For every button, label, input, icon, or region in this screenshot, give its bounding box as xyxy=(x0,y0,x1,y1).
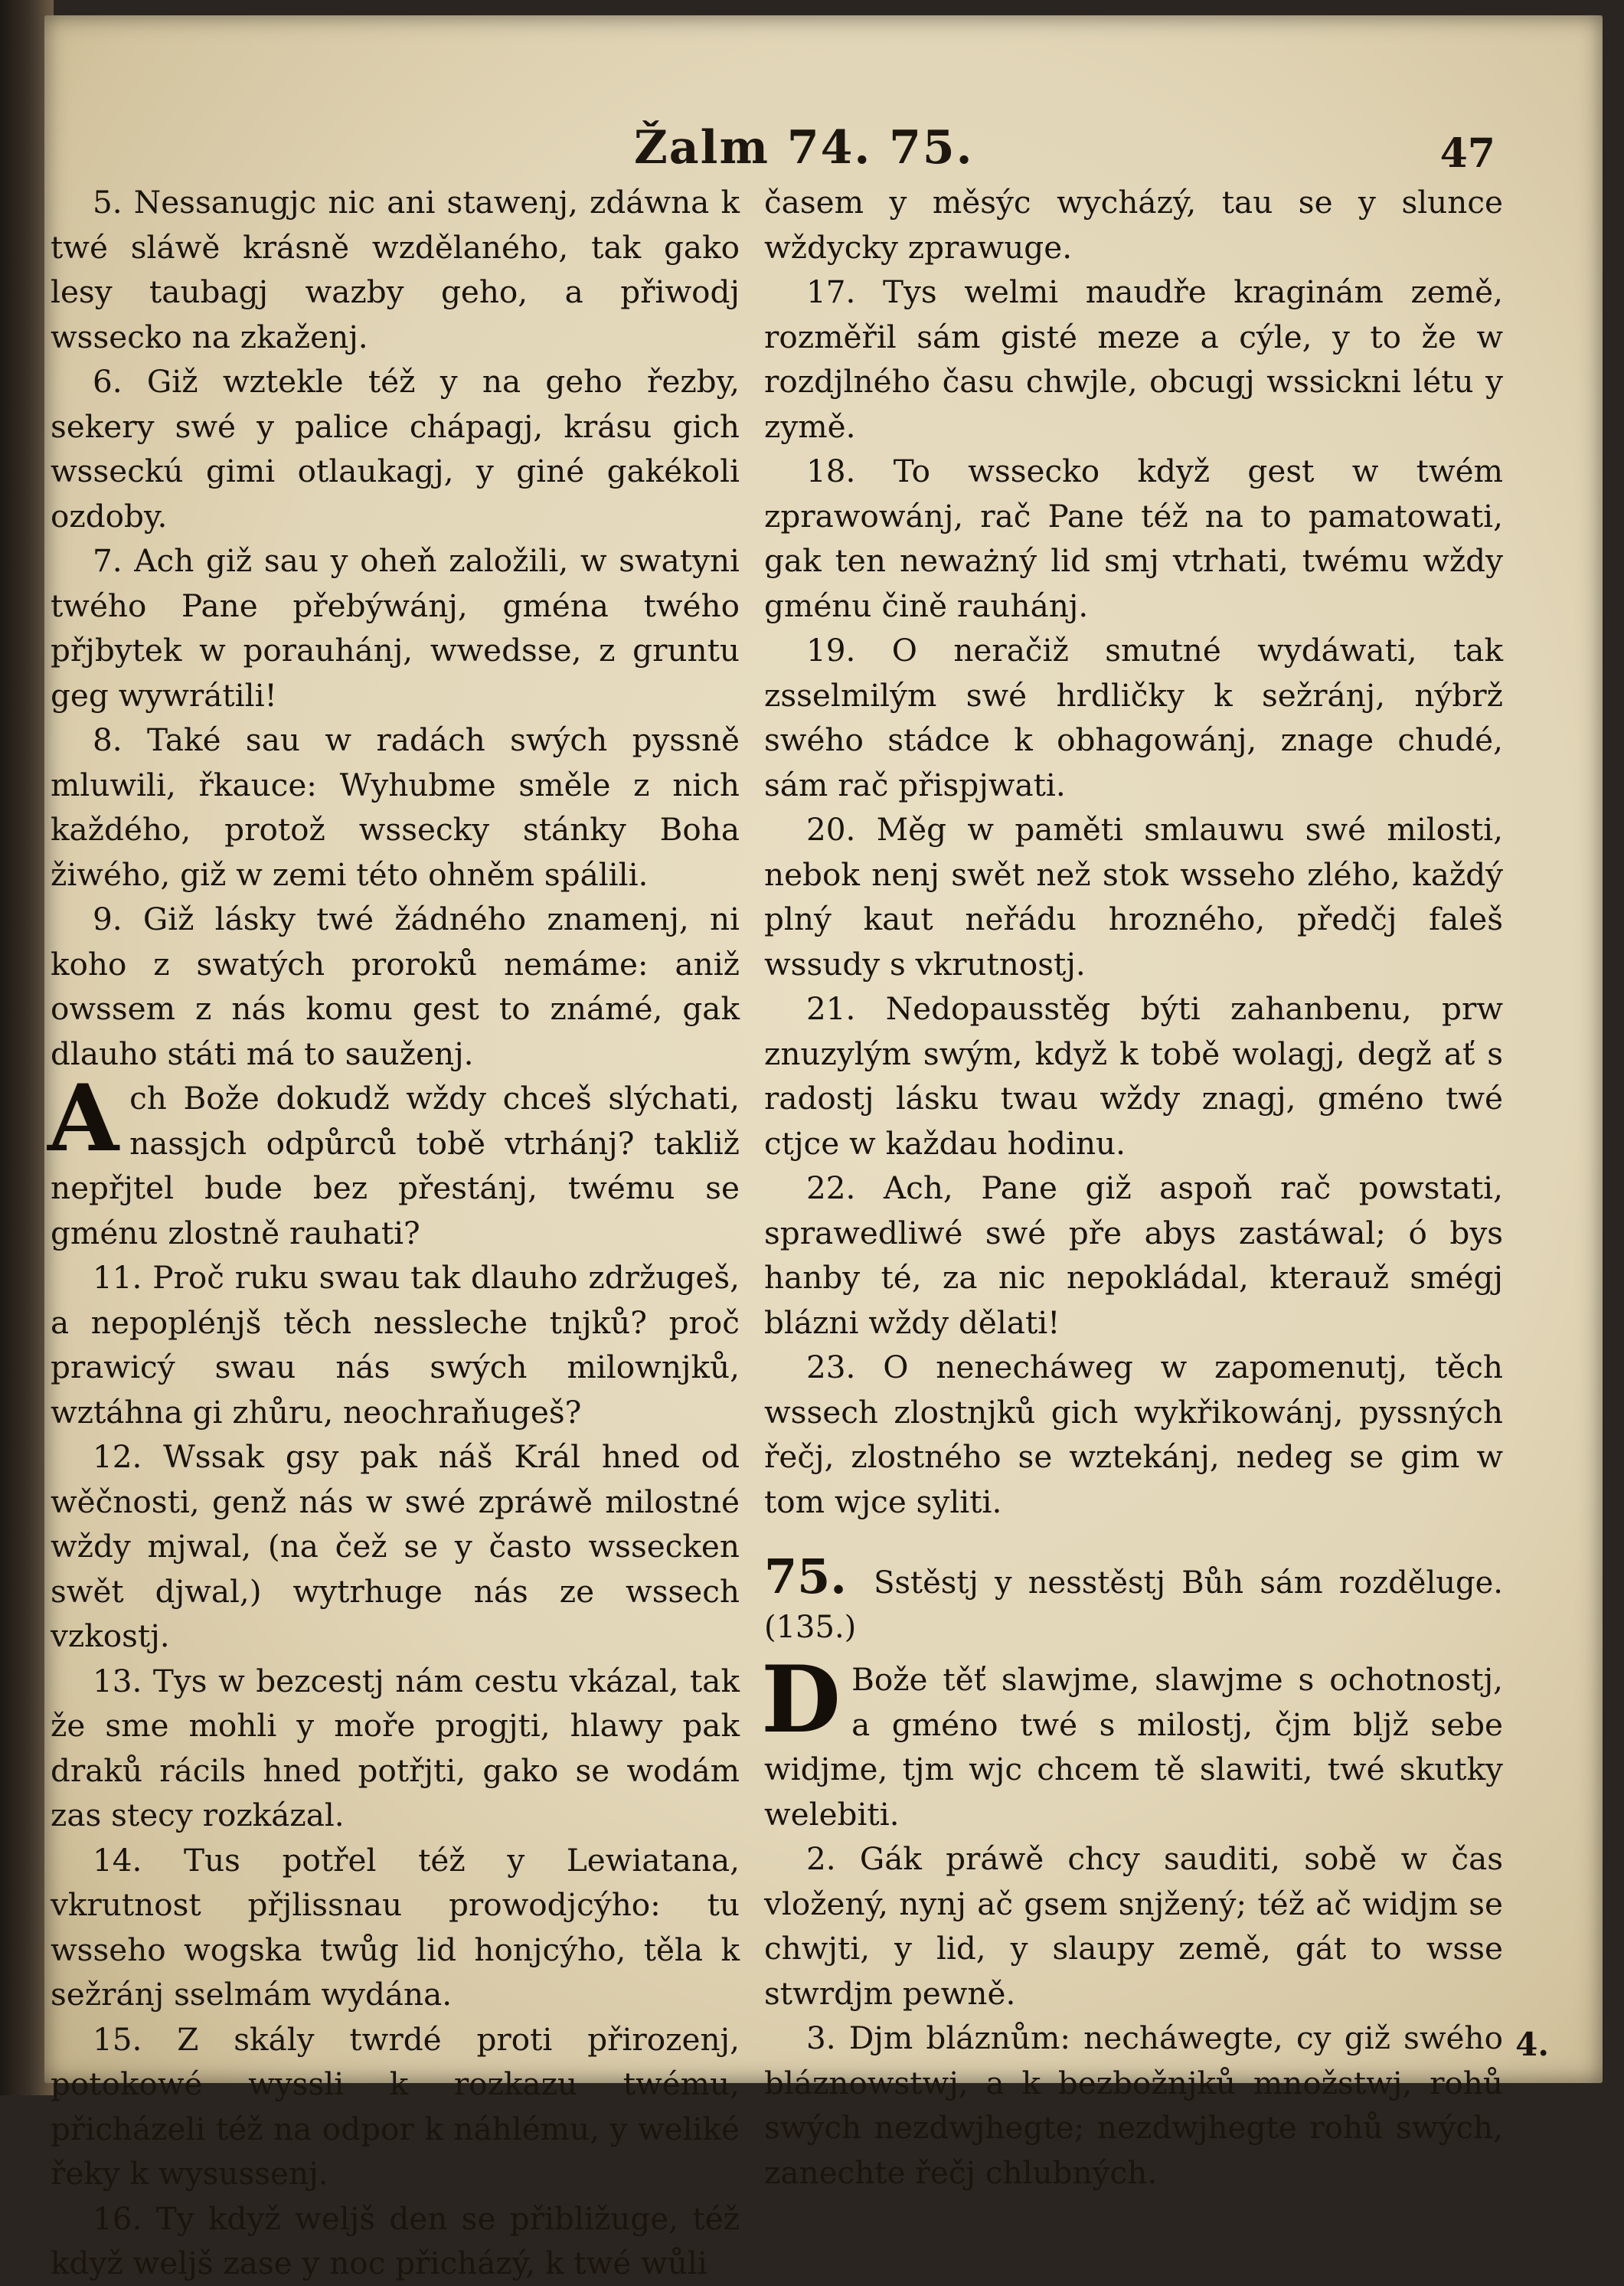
verse-10 xyxy=(47,1065,740,1255)
psalm-summary: Sstěstj y nesstěstj Bůh sám rozděluge. (135.) xyxy=(764,1565,1503,1645)
verse-10-initial: A xyxy=(47,1065,119,1172)
right-column xyxy=(761,180,1503,2195)
psalm-75-heading xyxy=(764,1549,1503,1650)
running-title: Žalm 74. 75. xyxy=(634,121,974,175)
verse-20: 20. Měg w paměti smlauwu swé milosti, nebok nenj swět než stok wsseho zlého, každý plný kaut neřádu hrozného, předčj faleš wssudy s vkrutnostj. xyxy=(764,811,1503,983)
page-number: 47 xyxy=(1439,130,1495,177)
verse-9: 9. Giž lásky twé žádného znamenj, ni koho z swatých proroků nemáme: aniž owssem z nás komu gest to známé, gak dlauho státi má to sauženj. xyxy=(51,901,740,1072)
verse-15: 15. Z skály twrdé proti přirozenj, potokowé wyssli k rozkazu twému, přicházeli též na odpor k náhlému, y weliké řeky k wysussenj. xyxy=(51,2020,740,2192)
verse-6: 6. Giž wztekle též y na geho řezby, sekery swé y palice chápagj, krásu gich wsseckú gimi otlaukagj, y giné gakékoli ozdoby. xyxy=(51,363,740,535)
psalm-75-verse-2: 2. Gák práwě chcy sauditi, sobě w čas vložený, nynj ač gsem snjžený; též ač widjm se chwjti, y lid, y slaupy země, gát to wsse stwrdjm pewně. xyxy=(764,1840,1503,2012)
psalm-75-verse-3: 3. Djm bláznům: necháwegte, cy giž swého bláznowstwj, a k bezbožnjků množstwj, rohů swých nezdwjhegte; nezdwjhegte rohů swých, zanechte řečj chlubných. xyxy=(764,2019,1503,2191)
verse-8: 8. Také sau w radách swých pyssně mluwili, řkauce: Wyhubme směle z nich každého, protož wssecky stánky Boha žiwého, giž w zemi této ohněm spálili. xyxy=(51,721,740,893)
verse-22: 22. Ach, Pane giž aspoň rač powstati, sprawedliwé swé pře abys zastáwal; ó bys hanby té, za nic nepokládal, kterauž smégj blázni wždy dělati! xyxy=(764,1169,1503,1341)
psalm-75-verse-1-text: Bože těť slawjme, slawjme s ochotnostj, a gméno twé s milostj, čjm bljž sebe widjme, tjm wjc chcem tě slawiti, twé skutky welebiti. xyxy=(764,1661,1503,1833)
verse-12: 12. Wssak gsy pak náš Král hned od wěčnosti, genž nás w swé zpráwě milostné wždy mjwal, (na čež se y často wssecken swět djwal,) wytrhuge nás ze wssech vzkostj. xyxy=(51,1438,740,1654)
verse-16: 16. Ty když weljš den se přibližuge, též když weljš zase y noc přicházý, k twé wůli xyxy=(51,2199,740,2281)
verse-11: 11. Proč ruku swau tak dlauho zdržugeš, a nepoplénjš těch nessleche tnjků? proč prawicý swau nás swých milownjků, wztáhna gi zhůru, neochraňugeš? xyxy=(51,1259,740,1431)
page-header xyxy=(44,107,1603,184)
left-column xyxy=(47,180,740,2286)
drop-initial: D xyxy=(761,1646,841,1754)
verse-21: 21. Nedopausstěg býti zahanbenu, prw znuzylým swým, když k tobě wolagj, degž ať s radostj lásku twau wždy znagj, gméno twé ctjce w každau hodinu. xyxy=(764,990,1503,1162)
book-page xyxy=(44,15,1603,2281)
verse-17: 17. Tys welmi maudře kraginám země, rozměřil sám gisté meze a cýle, y to že w rozdjlného času chwjle, obcugj wssickni létu y zymě. xyxy=(764,273,1503,445)
catchword: 4. xyxy=(1515,2026,1549,2063)
verse-16-continued: časem y měsýc wycházý, tau se y slunce wždycky zprawuge. xyxy=(764,184,1503,266)
verse-23: 23. O nenecháweg w zapomenutj, těch wssech zlostnjků gich wykřikowánj, pyssných řečj, zlostného se wztekánj, nedeg se gim w tom wjce syliti. xyxy=(764,1349,1503,1520)
verse-7: 7. Ach giž sau y oheň založili, w swatyni twého Pane přebýwánj, gména twého přjbytek w porauhánj, wwedsse, z gruntu geg wywrátili! xyxy=(51,542,740,714)
verse-19: 19. O neračiž smutné wydáwati, tak zsselmilým swé hrdličky k sežránj, nýbrž swého stádce k obhagowánj, znage chudé, sám rač přispjwati. xyxy=(764,632,1503,803)
verse-18: 18. To wssecko když gest w twém zprawowánj, rač Pane též na to pamatowati, gak ten neważný lid smj vtrhati, twému wždy gménu čině rauhánj. xyxy=(764,453,1503,624)
verse-5: 5. Nessanugjc nic ani stawenj, zdáwna k twé sláwě krásně wzdělaného, tak gako lesy taubagj wazby geho, a přiwodj wssecko na zkaženj. xyxy=(51,184,740,355)
psalm-number: 75. xyxy=(764,1549,847,1604)
verse-10-text: ch Bože dokudž wždy chceš slýchati, nassjch odpůrců tobě vtrhánj? takliž nepřjtel bude bez přestánj, twému se gménu zlostně rauhati? xyxy=(51,1080,740,1251)
verse-13: 13. Tys w bezcestj nám cestu vkázal, tak že sme mohli y moře progjti, hlawy pak draků rácils hned potřjti, gako se wodám zas stecy rozkázal. xyxy=(51,1662,740,1833)
psalm-75-verse-1 xyxy=(761,1646,1503,1836)
verse-14: 14. Tus potřel též y Lewiatana, vkrutnost přjlissnau prowodjcýho: tu wsseho wogska twůg lid honjcýho, těla k sežránj sselmám wydána. xyxy=(51,1841,740,2013)
